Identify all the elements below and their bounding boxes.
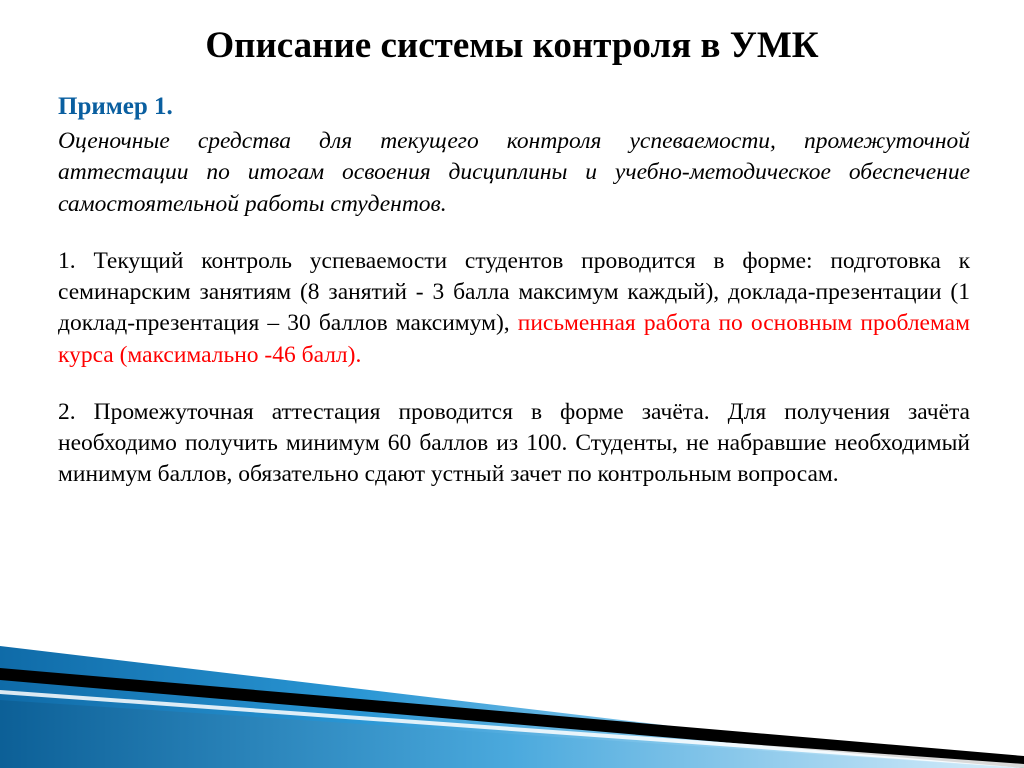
page-title: Описание системы контроля в УМК [205, 25, 819, 66]
example-label: Пример 1. [58, 93, 173, 120]
item-1-text: 1. Текущий контроль успеваемости студентов проводится в форме: подготовка к семинарским занятиям (8 занятий - 3 балла максимум каждый), доклада-презентации (1 доклад-презентация – 30 баллов максимум), [58, 247, 970, 337]
slide-body [58, 92, 970, 491]
decorative-footer-band [0, 628, 1024, 768]
paragraph-spacer [58, 220, 970, 246]
footer-shape-svg [0, 628, 1024, 768]
item-2-paragraph: 2. Промежуточная аттестация проводится в форме зачёта. Для получения зачёта необходимо получить минимум 60 баллов из 100. Студенты, не набравшие необходимый минимум баллов, обязательно сдают устный зачет по контрольным вопросам. [58, 398, 970, 488]
paragraph-spacer-2 [58, 371, 970, 397]
intro-paragraph: Оценочные средства для текущего контроля успеваемости, промежуточной аттестации по итогам освоения дисциплины и учебно-методическое обеспечение самостоятельной работы студентов. [58, 128, 970, 217]
item-1-paragraph [58, 246, 970, 371]
item-1-highlight: письменная работа по основным проблемам курса (максимально -46 балл). [58, 310, 970, 368]
